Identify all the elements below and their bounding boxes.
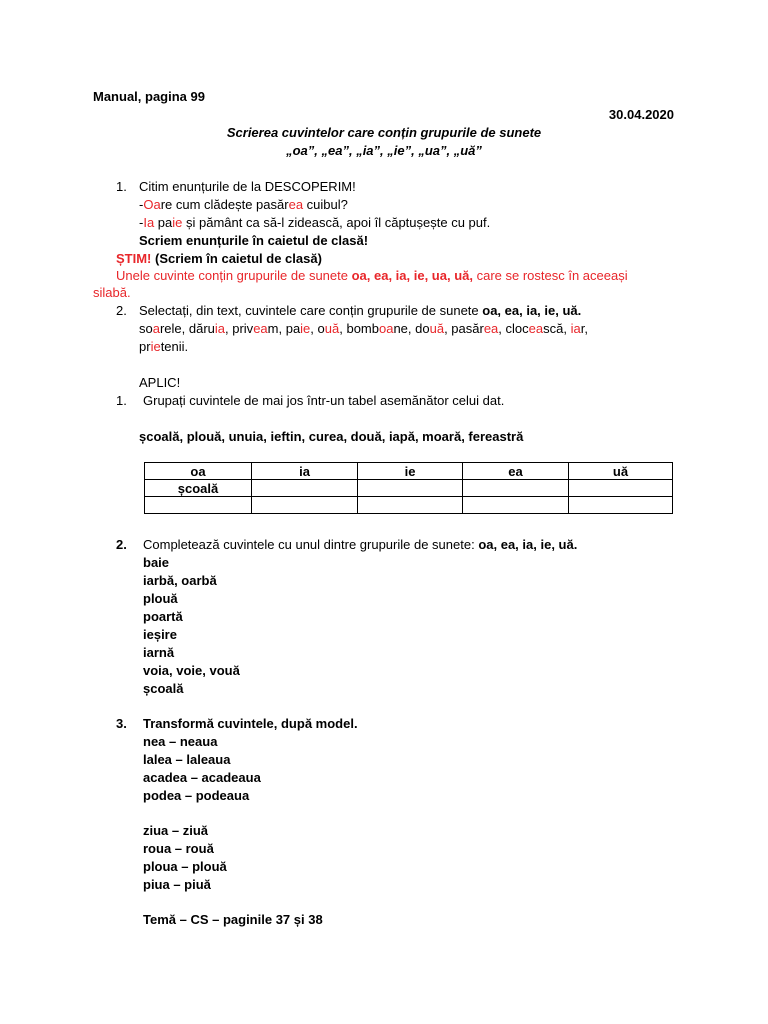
- w-hl: oa: [378, 321, 394, 336]
- part1-intro: Citim enunțurile de la DESCOPERIM!: [139, 179, 356, 194]
- ex3-pair: podea – podeaua: [143, 788, 250, 803]
- part2-intro: [139, 303, 581, 319]
- table-header-row: [145, 463, 673, 480]
- table-cell: [358, 497, 463, 514]
- ex3-pair: ploua – plouă: [143, 859, 227, 874]
- table-cell: [145, 497, 252, 514]
- stim-note: (Scriem în caietul de clasă): [151, 251, 322, 266]
- ex3-pair: roua – rouă: [143, 841, 214, 856]
- w: , pasăr: [444, 321, 484, 336]
- ex2-word: plouă: [143, 591, 178, 606]
- sentence-1-dash: -: [139, 197, 144, 212]
- w: , priv: [225, 321, 254, 336]
- w: pr: [139, 339, 151, 354]
- sentence-2: [139, 215, 490, 231]
- aplic-ex1-text: Grupați cuvintele de mai jos într-un tabel asemănător celui dat.: [143, 393, 505, 408]
- table-cell: [358, 480, 463, 497]
- sentence-1: [139, 197, 348, 213]
- ex2-instruction: [143, 537, 577, 553]
- table-cell: [569, 480, 673, 497]
- table-cell: [252, 480, 358, 497]
- date: 30.04.2020: [608, 107, 674, 122]
- stim-rule-cont: silabă.: [93, 285, 131, 300]
- w-hl: ea: [483, 321, 499, 336]
- table-header: ie: [358, 463, 463, 480]
- stim-heading: [116, 251, 322, 267]
- aplic-ex1-words: școală, plouă, unuia, ieftin, curea, două, iapă, moară, fereastră: [139, 429, 524, 444]
- table-header: ia: [252, 463, 358, 480]
- w: ne, do: [393, 321, 430, 336]
- w-hl: ie: [150, 339, 161, 354]
- w-hl: ea: [253, 321, 268, 336]
- ex2-word: ieșire: [143, 627, 177, 642]
- w-hl: ia: [570, 321, 581, 336]
- w: , bomb: [339, 321, 379, 336]
- w: r,: [580, 321, 588, 336]
- page-subtitle: „oa”, „ea”, „ia”, „ie”, „ua”, „uă”: [286, 143, 482, 158]
- stim-rule-b: care se rostesc în aceeași: [472, 268, 628, 283]
- ex3-instruction: Transformă cuvintele, după model.: [143, 716, 358, 731]
- stim-rule-a: Unele cuvinte conțin grupurile de sunete: [116, 268, 352, 283]
- sentence-1-mid: re cum clădește pasăr: [160, 197, 289, 212]
- ex2-instruction-groups: oa, ea, ia, ie, uă.: [478, 537, 578, 552]
- ex3-number: 3.: [116, 716, 127, 731]
- part2-word-list: [139, 321, 588, 337]
- sentence-2-mid: pa: [154, 215, 173, 230]
- ex2-word: iarnă: [143, 645, 175, 660]
- table-header: uă: [569, 463, 673, 480]
- ex2-word: baie: [143, 555, 170, 570]
- ex3-pair: acadea – acadeaua: [143, 770, 261, 785]
- w: m, pa: [267, 321, 301, 336]
- manual-reference: Manual, pagina 99: [93, 89, 205, 104]
- ex2-word: iarbă, oarbă: [143, 573, 217, 588]
- aplic-ex1-number: 1.: [116, 393, 127, 408]
- highlight-ia: Ia: [143, 215, 155, 230]
- highlight-ie: ie: [172, 215, 183, 230]
- w-hl: uă: [429, 321, 445, 336]
- w: tenii.: [160, 339, 189, 354]
- ex3-pair: nea – neaua: [143, 734, 218, 749]
- part2-number: 2.: [116, 303, 127, 318]
- table-cell: [463, 480, 569, 497]
- ex3-pair: lalea – laleaua: [143, 752, 231, 767]
- table-cell: [569, 497, 673, 514]
- table-row: [145, 480, 673, 497]
- w-hl: uă: [324, 321, 340, 336]
- sentence-1-end: cuibul?: [303, 197, 348, 212]
- part2-intro-groups: oa, ea, ia, ie, uă.: [482, 303, 582, 318]
- grouping-table: [144, 462, 673, 514]
- stim-label: ȘTIM!: [116, 251, 152, 266]
- ex2-instruction-a: Completează cuvintele cu unul dintre grupurile de sunete:: [143, 537, 479, 552]
- part1-number: 1.: [116, 179, 127, 194]
- table-header: ea: [463, 463, 569, 480]
- ex2-word: poartă: [143, 609, 183, 624]
- part2-word-list-cont: [139, 339, 188, 355]
- homework: Temă – CS – paginile 37 și 38: [143, 912, 323, 927]
- part1-write-instruction: Scriem enunțurile în caietul de clasă!: [139, 233, 369, 248]
- w: , cloc: [498, 321, 529, 336]
- w-hl: ea: [528, 321, 544, 336]
- highlight-ea: ea: [288, 197, 304, 212]
- table-row: [145, 497, 673, 514]
- sentence-2-dash: -: [139, 215, 144, 230]
- page-title: Scrierea cuvintelor care conțin grupurile de sunete: [226, 125, 542, 140]
- table-cell: [252, 497, 358, 514]
- w-hl: ie: [300, 321, 311, 336]
- w-hl: ia: [214, 321, 226, 336]
- table-header: oa: [145, 463, 252, 480]
- part2-intro-a: Selectați, din text, cuvintele care conțin grupurile de sunete: [139, 303, 483, 318]
- w: rele, dăru: [159, 321, 215, 336]
- w: scă,: [543, 321, 571, 336]
- sentence-2-end: și pământ ca să-l zidească, apoi îl căptușește cu puf.: [182, 215, 491, 230]
- ex3-pair: piua – piuă: [143, 877, 211, 892]
- ex2-number: 2.: [116, 537, 127, 552]
- w: , o: [310, 321, 325, 336]
- ex3-pair: ziua – ziuă: [143, 823, 209, 838]
- w: so: [139, 321, 153, 336]
- table-cell: școală: [145, 480, 252, 497]
- ex2-word: școală: [143, 681, 184, 696]
- aplic-heading: APLIC!: [139, 375, 181, 390]
- stim-rule: [116, 268, 628, 284]
- ex2-word: voia, voie, vouă: [143, 663, 240, 678]
- highlight-oa: Oa: [143, 197, 161, 212]
- table-cell: [463, 497, 569, 514]
- w-hl: a: [152, 321, 160, 336]
- stim-rule-groups: oa, ea, ia, ie, ua, uă,: [351, 268, 473, 283]
